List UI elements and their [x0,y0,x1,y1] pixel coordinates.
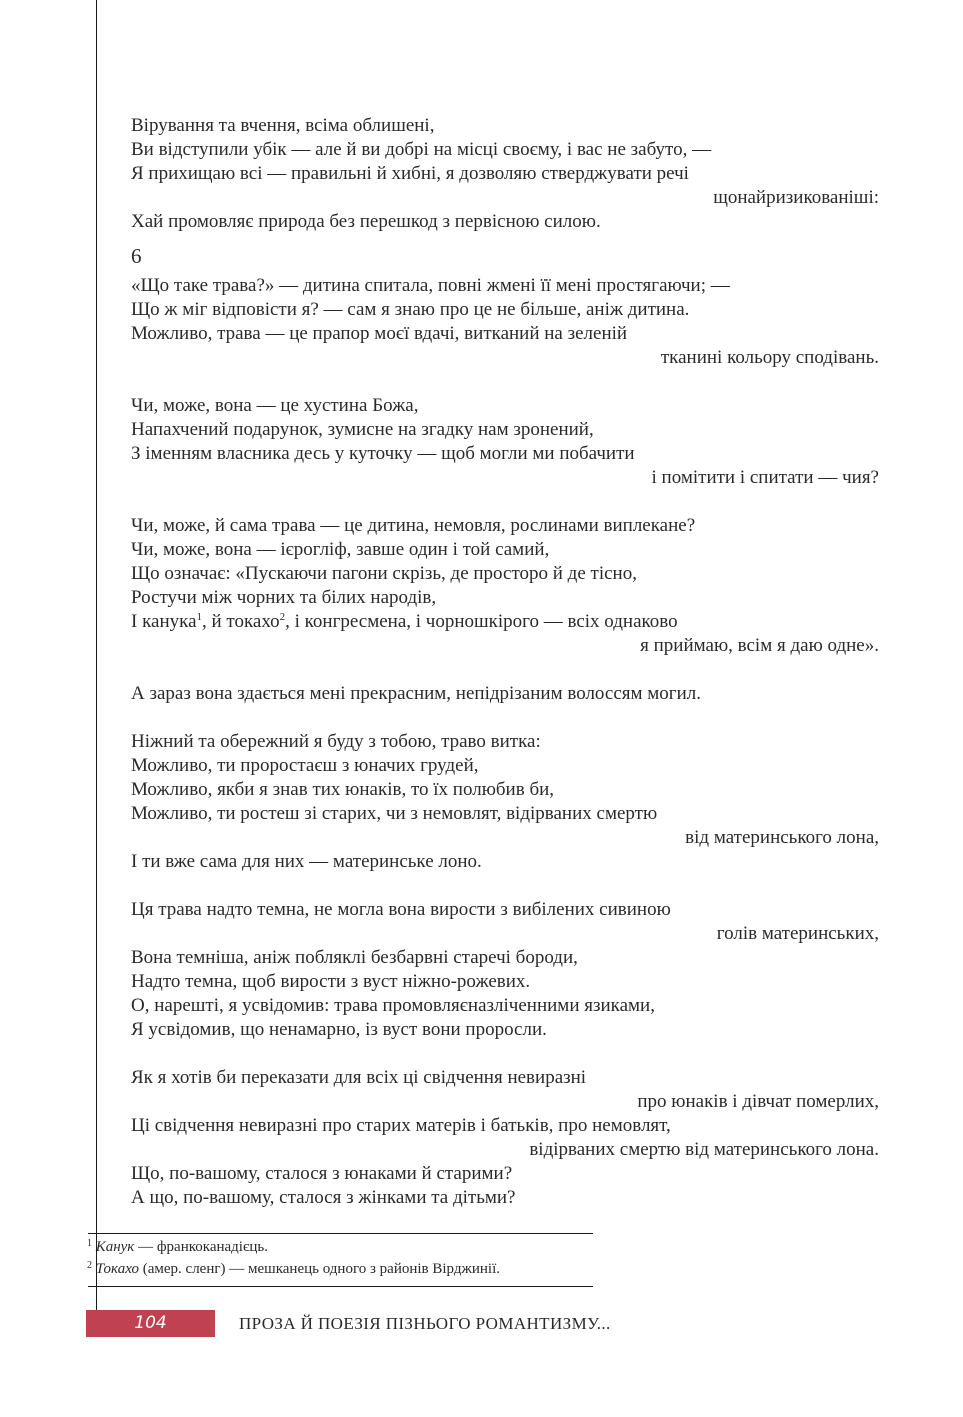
poem-line: Як я хотів би переказати для всіх ці свідчення невиразні [131,1067,587,1088]
stanza-gap [131,370,879,394]
poem-line: О, нарешті, я усвідомив: трава промовляєназліченними язиками, [131,995,655,1016]
footnote-number: 2 [87,1260,92,1271]
poem-line: Ростучи між чорних та білих народів, [131,587,437,608]
poem-line: Що ж міг відповісти я? — сам я знаю про це не більше, аніж дитина. [131,299,690,320]
page-number-badge: 104 [86,1310,215,1337]
poem-line: Вірування та вчення, всіма облишені, [131,115,435,136]
poem-line-continuation: про юнаків і дівчат померлих, [637,1091,879,1112]
footnote-rule-top [88,1233,593,1234]
stanza-gap [131,490,879,514]
footnote-text: — франкоканадієць. [134,1239,269,1255]
poem-line: Чи, може, й сама трава — це дитина, немовля, рослинами виплекане? [131,515,696,536]
stanza-gap [131,874,879,898]
poem-line: Можливо, ти проростаєш з юначих грудей, [131,755,479,776]
poem-line: З іменням власника десь у куточку — щоб могли ми побачити [131,443,635,464]
poem-line-with-footnotes [131,610,879,634]
footnote-ref-2[interactable]: 2 [279,611,286,623]
poem-line-continuation: голів материнських, [716,923,879,944]
poem-line-continuation: тканині кольору сподівань. [660,347,879,368]
poem-line-continuation: і помітити і спитати — чия? [651,467,879,488]
running-title: ПРОЗА Й ПОЕЗІЯ ПІЗНЬОГО РОМАНТИЗМУ... [239,1314,611,1333]
margin-vertical-rule [96,0,97,1310]
poem-line: А зараз вона здається мені прекрасним, непідрізаним волоссям могил. [131,683,701,704]
poem-line-continuation: від материнського лона, [685,827,879,848]
footnote-text: (амер. сленг) — мешканець одного з районів Вірджинії. [138,1261,500,1277]
poem-line: Чи, може, вона — ієрогліф, завше один і той самий, [131,539,550,560]
line-text: І канука [131,611,197,632]
poem-line: Я прихищаю всі — правильні й хибні, я дозволяю стверджувати речі [131,163,689,184]
poem-line-continuation: я приймаю, всім я даю одне». [640,635,879,656]
line-text: , і конгресмена, і чорношкірого — всіх однаково [285,611,678,632]
stanza-gap [131,706,879,730]
poem-line: І ти вже сама для них — материнське лоно. [131,851,482,872]
poem-line: Хай промовляє природа без перешкод з первісною силою. [131,211,601,232]
poem-line: Напахчений подарунок, зумисне на згадку нам зронений, [131,419,594,440]
footnote-ref-1[interactable]: 1 [196,611,202,623]
poem-line: Чи, може, вона — це хустина Божа, [131,395,419,416]
footnote-term: Канук [95,1239,135,1255]
poem-line: А що, по-вашому, сталося з жінками та дітьми? [131,1187,516,1208]
footnote-term: Токахо [95,1261,139,1277]
footnote-1 [87,1237,268,1257]
poem-line-continuation: щонайризикованіші: [713,187,879,208]
poem-line-continuation: відірваних смертю від материнського лона. [529,1139,879,1160]
poem-line: Ця трава надто темна, не могла вона вирости з вибілених сивиною [131,899,671,920]
poem-line: «Що таке трава?» — дитина спитала, повні жмені її мені простягаючи; — [131,275,730,296]
intro-stanza [131,114,879,234]
footnote-2 [87,1259,500,1279]
stanza-3 [131,514,879,658]
poem-line: Що, по-вашому, сталося з юнаками й старими? [131,1163,513,1184]
poem-line: Можливо, ти ростеш зі старих, чи з немовлят, відірваних смертю [131,803,658,824]
stanza-4 [131,682,879,706]
poem-body [131,114,879,1210]
poem-line: Ніжний та обережний я буду з тобою, траво витка: [131,731,541,752]
stanza-gap [131,1042,879,1066]
poem-line: Що означає: «Пускаючи пагони скрізь, де просторо й де тісно, [131,563,637,584]
footnote-rule-bottom [88,1286,593,1287]
poem-line: Можливо, якби я знав тих юнаків, то їх полюбив би, [131,779,555,800]
stanza-2 [131,394,879,490]
stanza-gap [131,658,879,682]
stanza-6 [131,898,879,1042]
poem-line: Надто темна, щоб вирости з вуст ніжно-рожевих. [131,971,531,992]
poem-line: Можливо, трава — це прапор моєї вдачі, витканий на зеленій [131,323,628,344]
stanza-7 [131,1066,879,1210]
stanza-5 [131,730,879,874]
poem-line: Вона темніша, аніж побляклі безбарвні старечі бороди, [131,947,578,968]
section-number: 6 [131,244,142,268]
line-text: , й токахо [202,611,280,632]
poem-line: Ці свідчення невиразні про старих матерів і батьків, про немовлят, [131,1115,671,1136]
poem-line: Я усвідомив, що ненамарно, із вуст вони проросли. [131,1019,547,1040]
stanza-1 [131,274,879,370]
footnote-number: 1 [87,1238,92,1249]
poem-line: Ви відступили убік — але й ви добрі на місці своєму, і вас не забуто, — [131,139,712,160]
